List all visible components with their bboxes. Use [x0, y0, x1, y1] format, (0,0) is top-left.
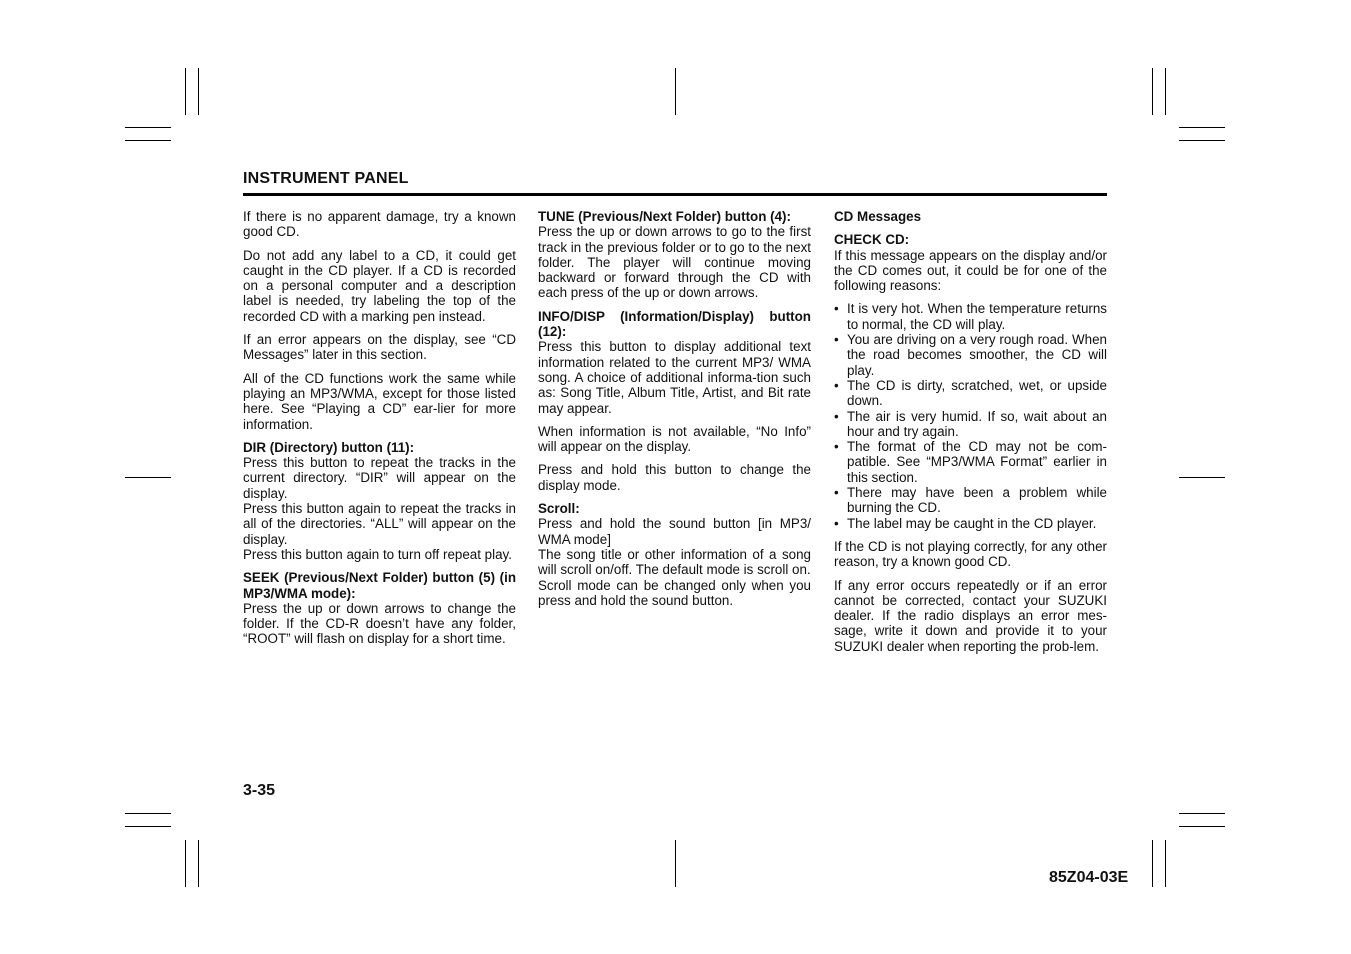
- paragraph: If an error appears on the display, see “CD Messages” later in this section.: [243, 332, 516, 363]
- paragraph: Scroll mode can be changed only when you press and hold the sound button.: [538, 577, 811, 608]
- paragraph: Press this button to display additional text information related to the current MP3/ WMA song. A choice of additional informa-tion such as: Song Title, Album Title, Artist, and Bit rate may appear.: [538, 339, 811, 416]
- crop-mark: [125, 813, 171, 814]
- paragraph: Press the up or down arrows to go to the first track in the previous folder or to go to the next folder. The player will continue moving backward or forward through the CD with each press of the up or down arrows.: [538, 224, 811, 301]
- crop-mark: [1179, 140, 1225, 141]
- list-item: • The label may be caught in the CD player.: [834, 515, 1097, 531]
- reasons-list: [834, 301, 1107, 530]
- crop-mark: [185, 840, 186, 887]
- bullet: •: [834, 301, 839, 317]
- crop-mark: [185, 68, 186, 115]
- paragraph: Press this button again to turn off repeat play.: [243, 546, 512, 562]
- check-cd-heading: CHECK CD:: [834, 232, 910, 248]
- bullet: •: [834, 377, 839, 393]
- crop-mark: [125, 140, 171, 141]
- bullet: •: [834, 485, 839, 501]
- crop-mark: [1179, 826, 1225, 827]
- paragraph: Press this button to repeat the tracks in the current directory. “DIR” will appear on the display.: [243, 455, 516, 501]
- page-number: 3-35: [243, 782, 276, 799]
- document-code: 85Z04-03E: [1049, 869, 1129, 886]
- crop-mark: [675, 840, 676, 887]
- crop-mark: [1179, 127, 1225, 128]
- crop-mark: [125, 477, 171, 478]
- section-title: INSTRUMENT PANEL: [243, 170, 409, 187]
- paragraph: All of the CD functions work the same while playing an MP3/WMA, except for those listed here. See “Playing a CD” ear-lier for more information.: [243, 370, 516, 432]
- list-item: • You are driving on a very rough road. When the road becomes smoother, the CD will play.: [834, 332, 1107, 378]
- list-item: • The CD is dirty, scratched, wet, or upside down.: [834, 377, 1107, 409]
- crop-mark: [1152, 68, 1153, 115]
- list-item: • It is very hot. When the temperature returns to normal, the CD will play.: [834, 301, 1107, 332]
- list-item: • The format of the CD may not be com-patible. See “MP3/WMA Format” earlier in this section.: [834, 439, 1107, 485]
- tune-button-heading: TUNE (Previous/Next Folder) button (4):: [538, 209, 791, 224]
- crop-mark: [1165, 68, 1166, 115]
- paragraph: If the CD is not playing correctly, for any other reason, try a known good CD.: [834, 538, 1107, 570]
- crop-mark: [675, 68, 676, 115]
- paragraph: If any error occurs repeatedly or if an error cannot be corrected, contact your SUZUKI dealer. If the radio displays an error mes-sage, write it down and provide it to your SUZUKI dealer when reporting the prob-lem.: [834, 577, 1107, 654]
- header-rule: [243, 193, 1107, 196]
- paragraph: Press the up or down arrows to change the folder. If the CD-R doesn’t have any folder, “ROOT” will flash on display for a short time.: [243, 600, 516, 647]
- paragraph: Press and hold this button to change the display mode.: [538, 462, 811, 493]
- paragraph: If there is no apparent damage, try a known good CD.: [243, 209, 516, 240]
- list-item: • There may have been a problem while burning the CD.: [834, 485, 1107, 516]
- bullet: •: [834, 439, 839, 455]
- crop-mark: [198, 840, 199, 887]
- bullet: •: [834, 515, 839, 531]
- crop-mark: [1179, 477, 1225, 478]
- dir-button-heading: DIR (Directory) button (11):: [243, 439, 415, 455]
- paragraph: If this message appears on the display and/or the CD comes out, it could be for one of the following reasons:: [834, 247, 1107, 294]
- column-1: [243, 209, 516, 655]
- crop-mark: [125, 127, 171, 128]
- paragraph: Do not add any label to a CD, it could get caught in the CD player. If a CD is recorded on a personal computer and a description label is needed, try labeling the top of the recorded CD with a marking pen instead.: [243, 247, 516, 324]
- crop-mark: [1179, 813, 1225, 814]
- list-item: • The air is very humid. If so, wait about an hour and try again.: [834, 408, 1107, 439]
- crop-mark: [125, 826, 171, 827]
- paragraph: The song title or other information of a song will scroll on/off. The default mode is scroll on.: [538, 546, 811, 578]
- crop-mark: [1165, 840, 1166, 887]
- column-3: [834, 209, 1107, 662]
- seek-button-heading: SEEK (Previous/Next Folder) button (5) (in MP3/WMA mode):: [243, 570, 516, 601]
- paragraph: When information is not available, “No Info” will appear on the display.: [538, 423, 811, 455]
- crop-mark: [1152, 840, 1153, 887]
- bullet: •: [834, 408, 839, 424]
- cd-messages-heading: CD Messages: [834, 209, 922, 224]
- paragraph: Press this button again to repeat the tracks in all of the directories. “ALL” will appear on the display.: [243, 501, 516, 547]
- crop-mark: [198, 68, 199, 115]
- info-disp-button-heading: INFO/DISP (Information/Display) button (12):: [538, 308, 811, 340]
- paragraph: Press and hold the sound button [in MP3/ WMA mode]: [538, 516, 811, 547]
- column-2: [538, 209, 811, 616]
- scroll-heading: Scroll:: [538, 501, 580, 517]
- bullet: •: [834, 332, 839, 348]
